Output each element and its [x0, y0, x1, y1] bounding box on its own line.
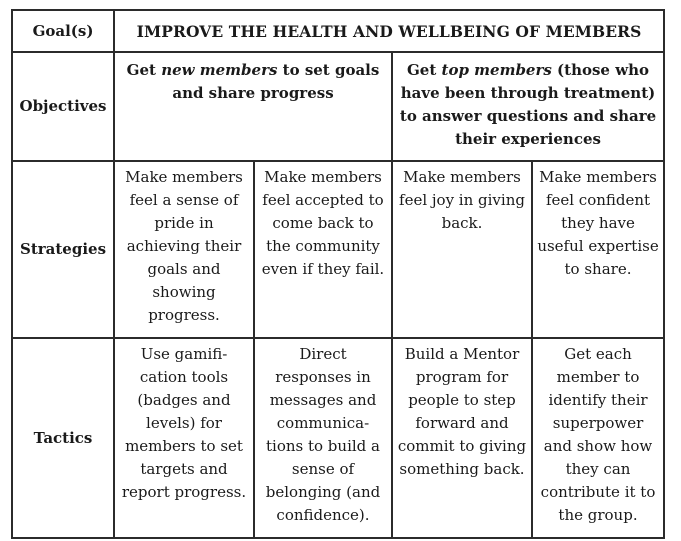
- objective-top-members-suffix: (those who have been through treatment) to answer questions and share their experiences: [399, 61, 657, 148]
- objective-new-members-emphasis: new members: [161, 61, 278, 79]
- tactics-row: [12, 338, 664, 538]
- objectives-label: Objectives: [12, 52, 114, 161]
- objective-new-members: [114, 52, 392, 161]
- tactics-label: Tactics: [12, 338, 114, 538]
- goal-label: Goal(s): [12, 10, 114, 52]
- goal-row: [12, 10, 664, 52]
- objective-new-members-suffix: to set goals and share progress: [172, 61, 380, 102]
- strategy-cell: Make members feel a sense of pride in achieving their goals and showing progress.: [114, 161, 254, 338]
- goals-framework-table: [11, 9, 665, 539]
- tactic-cell: Use gamifi-cation tools (badges and levels) for members to set targets and report progress.: [114, 338, 254, 538]
- strategy-cell: Make members feel accepted to come back to the community even if they fail.: [254, 161, 392, 338]
- strategies-row: [12, 161, 664, 338]
- strategy-cell: Make members feel joy in giving back.: [392, 161, 532, 338]
- goal-title: IMPROVE THE HEALTH AND WELLBEING OF MEMBERS: [114, 10, 664, 52]
- strategies-label: Strategies: [12, 161, 114, 338]
- tactic-cell: Get each member to identify their superpower and show how they can contribute it to the group.: [532, 338, 664, 538]
- objective-new-members-prefix: Get: [126, 61, 162, 79]
- framework-table-container: [11, 9, 663, 539]
- tactic-cell: Build a Mentor program for people to step forward and commit to giving something back.: [392, 338, 532, 538]
- tactic-cell: Direct responses in messages and communica-tions to build a sense of belonging (and confidence).: [254, 338, 392, 538]
- objectives-row: [12, 52, 664, 161]
- objective-top-members: [392, 52, 664, 161]
- objective-top-members-prefix: Get: [407, 61, 442, 79]
- objective-top-members-emphasis: top members: [441, 61, 552, 79]
- strategy-cell: Make members feel confident they have useful expertise to share.: [532, 161, 664, 338]
